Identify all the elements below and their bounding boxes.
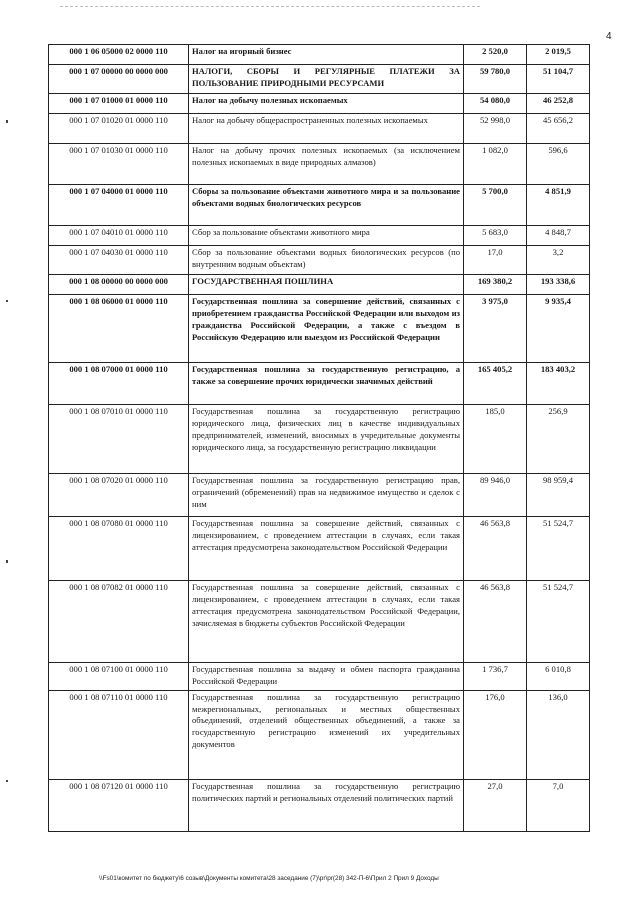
actual-value-cell: 4 851,9	[527, 185, 590, 226]
actual-value-cell: 136,0	[527, 690, 590, 779]
actual-value-cell: 7,0	[527, 779, 590, 831]
code-cell: 000 1 08 07000 01 0000 110	[49, 363, 189, 405]
scan-margin-mark	[6, 780, 8, 782]
name-cell: Государственная пошлина за государственную регистрацию политических партий и региональных отделений политических партий	[189, 779, 464, 831]
code-cell: 000 1 08 07120 01 0000 110	[49, 779, 189, 831]
name-cell: НАЛОГИ, СБОРЫ И РЕГУЛЯРНЫЕ ПЛАТЕЖИ ЗА ПОЛЬЗОВАНИЕ ПРИРОДНЫМИ РЕСУРСАМИ	[189, 65, 464, 94]
plan-value-cell: 17,0	[464, 246, 527, 275]
table-row	[49, 581, 590, 663]
actual-value-cell: 46 252,8	[527, 94, 590, 114]
plan-value-cell: 169 380,2	[464, 275, 527, 295]
name-cell: Налог на добычу общераспространенных полезных ископаемых	[189, 114, 464, 144]
actual-value-cell: 6 010,8	[527, 663, 590, 691]
scan-margin-mark	[6, 300, 8, 302]
name-cell: Государственная пошлина за совершение действий, связанных с лицензированием, с проведением аттестации в случаях, если такая аттестация предусмотрена законодательством Российской Федерации	[189, 517, 464, 581]
name-cell: Государственная пошлина за совершение действий, связанных с приобретением гражданства Российской Федерации или выходом из гражданства Российской Федерации, а также с въездом в Российскую Федерацию или выездом из Российской Федерации	[189, 295, 464, 363]
table-row	[49, 45, 590, 65]
table-row	[49, 295, 590, 363]
code-cell: 000 1 07 00000 00 0000 000	[49, 65, 189, 94]
table-row	[49, 275, 590, 295]
actual-value-cell: 596,6	[527, 144, 590, 185]
plan-value-cell: 1 736,7	[464, 663, 527, 691]
actual-value-cell: 4 848,7	[527, 226, 590, 246]
name-cell: Государственная пошлина за государственную регистрацию прав, ограничений (обременений) прав на недвижимое имущество и сделок с ним	[189, 474, 464, 517]
revenue-table	[48, 44, 590, 832]
code-cell: 000 1 07 01030 01 0000 110	[49, 144, 189, 185]
table-row	[49, 405, 590, 474]
scan-top-line	[60, 6, 480, 7]
name-cell: Государственная пошлина за государственную регистрацию межрегиональных, региональных и местных общественных объединений, отделений общественных объединений, а также за государственную регистрацию изменений их учредительных документов	[189, 690, 464, 779]
code-cell: 000 1 07 04010 01 0000 110	[49, 226, 189, 246]
code-cell: 000 1 08 00000 00 0000 000	[49, 275, 189, 295]
code-cell: 000 1 08 07110 01 0000 110	[49, 690, 189, 779]
plan-value-cell: 89 946,0	[464, 474, 527, 517]
actual-value-cell: 9 935,4	[527, 295, 590, 363]
name-cell: Сборы за пользование объектами животного мира и за пользование объектами водных биологических ресурсов	[189, 185, 464, 226]
table-row	[49, 246, 590, 275]
actual-value-cell: 51 524,7	[527, 581, 590, 663]
table-row	[49, 114, 590, 144]
table-row	[49, 690, 590, 779]
name-cell: Налог на добычу прочих полезных ископаемых (за исключением полезных ископаемых в виде природных алмазов)	[189, 144, 464, 185]
table-row	[49, 226, 590, 246]
code-cell: 000 1 08 06000 01 0000 110	[49, 295, 189, 363]
plan-value-cell: 59 780,0	[464, 65, 527, 94]
table-row	[49, 474, 590, 517]
actual-value-cell: 51 524,7	[527, 517, 590, 581]
actual-value-cell: 51 104,7	[527, 65, 590, 94]
code-cell: 000 1 08 07010 01 0000 110	[49, 405, 189, 474]
table-row	[49, 779, 590, 831]
plan-value-cell: 52 998,0	[464, 114, 527, 144]
plan-value-cell: 1 082,0	[464, 144, 527, 185]
code-cell: 000 1 07 01020 01 0000 110	[49, 114, 189, 144]
name-cell: Государственная пошлина за государственную регистрацию юридического лица, физических лиц в качестве индивидуальных предпринимателей, изменений, вносимых в учредительные документы юридического лица, за государственную регистрацию ликвидации	[189, 405, 464, 474]
actual-value-cell: 2 019,5	[527, 45, 590, 65]
plan-value-cell: 46 563,8	[464, 581, 527, 663]
table-row	[49, 517, 590, 581]
scan-margin-mark	[6, 120, 8, 123]
name-cell: Налог на игорный бизнес	[189, 45, 464, 65]
plan-value-cell: 176,0	[464, 690, 527, 779]
table-row	[49, 94, 590, 114]
plan-value-cell: 27,0	[464, 779, 527, 831]
page-number: 4	[606, 31, 612, 42]
code-cell: 000 1 08 07100 01 0000 110	[49, 663, 189, 691]
table-row	[49, 363, 590, 405]
code-cell: 000 1 08 07080 01 0000 110	[49, 517, 189, 581]
name-cell: Государственная пошлина за совершение действий, связанных с лицензированием, с проведением аттестации в случаях, если такая аттестация предусмотрена законодательством Российской Федерации, зачисляемая в бюджеты субъектов Российской Федерации	[189, 581, 464, 663]
name-cell: Налог на добычу полезных ископаемых	[189, 94, 464, 114]
code-cell: 000 1 08 07082 01 0000 110	[49, 581, 189, 663]
actual-value-cell: 193 338,6	[527, 275, 590, 295]
plan-value-cell: 54 080,0	[464, 94, 527, 114]
actual-value-cell: 98 959,4	[527, 474, 590, 517]
plan-value-cell: 46 563,8	[464, 517, 527, 581]
plan-value-cell: 185,0	[464, 405, 527, 474]
plan-value-cell: 5 700,0	[464, 185, 527, 226]
file-path-footer: \\Fs01\комитет по бюджету\6 созыв\Документы комитета\28 заседание (7)\pr\pr(28) 342-П-6\Прил 2 Прил 9 Доходы	[99, 875, 439, 882]
code-cell: 000 1 07 04000 01 0000 110	[49, 185, 189, 226]
name-cell: ГОСУДАРСТВЕННАЯ ПОШЛИНА	[189, 275, 464, 295]
table-row	[49, 663, 590, 691]
code-cell: 000 1 06 05000 02 0000 110	[49, 45, 189, 65]
actual-value-cell: 183 403,2	[527, 363, 590, 405]
plan-value-cell: 3 975,0	[464, 295, 527, 363]
code-cell: 000 1 07 01000 01 0000 110	[49, 94, 189, 114]
plan-value-cell: 165 405,2	[464, 363, 527, 405]
actual-value-cell: 3,2	[527, 246, 590, 275]
plan-value-cell: 5 683,0	[464, 226, 527, 246]
table-row	[49, 65, 590, 94]
table-row	[49, 185, 590, 226]
name-cell: Государственная пошлина за выдачу и обмен паспорта гражданина Российской Федерации	[189, 663, 464, 691]
plan-value-cell: 2 520,0	[464, 45, 527, 65]
code-cell: 000 1 08 07020 01 0000 110	[49, 474, 189, 517]
name-cell: Сбор за пользование объектами животного мира	[189, 226, 464, 246]
scan-margin-mark	[6, 560, 8, 563]
actual-value-cell: 45 656,2	[527, 114, 590, 144]
name-cell: Сбор за пользование объектами водных биологических ресурсов (по внутренним водным объектам)	[189, 246, 464, 275]
code-cell: 000 1 07 04030 01 0000 110	[49, 246, 189, 275]
actual-value-cell: 256,9	[527, 405, 590, 474]
name-cell: Государственная пошлина за государственную регистрацию, а также за совершение прочих юридически значимых действий	[189, 363, 464, 405]
table-row	[49, 144, 590, 185]
